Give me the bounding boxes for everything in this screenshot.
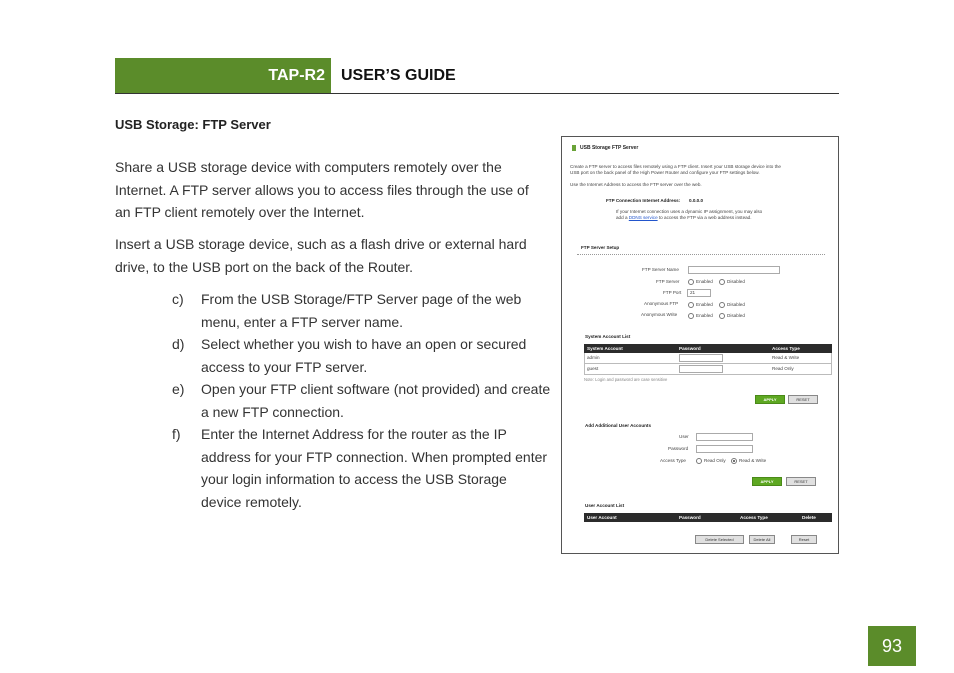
intro-line: Create a FTP server to access files remotely using a FTP client. Insert your USB storage device into the xyxy=(570,164,781,169)
delete-all-button[interactable]: Delete All xyxy=(749,535,775,544)
system-account-table-header xyxy=(584,344,832,353)
ftp-enabled-radio[interactable] xyxy=(688,279,694,285)
read-only-label: Read Only xyxy=(704,458,726,463)
add-accounts-title: Add Additional User Accounts xyxy=(585,423,652,428)
section-divider xyxy=(577,254,825,255)
user-account-list-title: User Account List xyxy=(585,503,625,508)
case-note: Note: Login and password are case sensitive xyxy=(584,377,668,382)
ftp-port-input[interactable] xyxy=(687,289,711,297)
reset-button[interactable]: RESET xyxy=(788,395,818,404)
user-account-table-header xyxy=(584,513,832,522)
disabled-label: Disabled xyxy=(727,313,745,318)
column-header: System Account xyxy=(587,346,623,351)
column-header: Access Type xyxy=(740,515,768,520)
admin-password-input[interactable] xyxy=(679,354,723,362)
account-name: admin xyxy=(587,355,600,360)
step-label: f) xyxy=(172,426,181,442)
title-marker-icon xyxy=(572,145,576,151)
apply-button[interactable]: APPLY xyxy=(755,395,785,404)
table-row xyxy=(584,364,832,375)
step-label: c) xyxy=(172,291,184,307)
read-write-radio[interactable] xyxy=(731,458,737,464)
intro-paragraph: Share a USB storage device with computers remotely over the Internet. A FTP server allows you to access files through the use of an FTP client remotely over the Internet. xyxy=(115,159,529,220)
ftp-server-label: FTP Server xyxy=(656,279,680,284)
guide-title: USER’S GUIDE xyxy=(341,67,456,84)
model-name: TAP-R2 xyxy=(268,67,325,84)
enabled-label: Enabled xyxy=(696,302,713,307)
column-header: Delete xyxy=(802,515,816,520)
page-number: 93 xyxy=(868,626,916,666)
access-type: Read Only xyxy=(772,366,794,371)
ddns-prefix: add a xyxy=(616,215,628,220)
anon-ftp-disabled-radio[interactable] xyxy=(719,302,725,308)
step-text: Select whether you wish to have an open or secured access to your FTP server. xyxy=(201,336,527,375)
ddns-note-line2 xyxy=(616,215,752,221)
column-header: Password xyxy=(679,346,701,351)
read-only-radio[interactable] xyxy=(696,458,702,464)
add-reset-button[interactable]: RESET xyxy=(786,477,816,486)
enabled-label: Enabled xyxy=(696,313,713,318)
ddns-note: If your Internet connection uses a dynamic IP assignment, you may also xyxy=(616,209,763,214)
ftp-port-value: 21 xyxy=(690,290,696,295)
user-input[interactable] xyxy=(696,433,753,441)
insert-paragraph: Insert a USB storage device, such as a flash drive or external hard drive, to the USB port on the back of the Router. xyxy=(115,236,527,275)
add-apply-button[interactable]: APPLY xyxy=(752,477,782,486)
column-header: Access Type xyxy=(772,346,800,351)
connection-address-label: FTP Connection Internet Address: xyxy=(606,198,681,203)
column-header: Password xyxy=(679,515,701,520)
user-label: User xyxy=(679,434,689,439)
anon-ftp-enabled-radio[interactable] xyxy=(688,302,694,308)
connection-address-value: 0.0.0.0 xyxy=(689,198,704,203)
ddns-suffix: to access the FTP via a web address instead. xyxy=(658,215,752,220)
ftp-server-screenshot xyxy=(561,136,839,554)
section-title: USB Storage: FTP Server xyxy=(115,117,271,132)
ftp-disabled-radio[interactable] xyxy=(719,279,725,285)
step-text: Enter the Internet Address for the router as the IP address for your FTP connection. When prompted enter your login information to access the USB Storage device remotely. xyxy=(201,426,548,510)
anon-write-disabled-radio[interactable] xyxy=(719,313,725,319)
ddns-service-link[interactable]: DDNS service xyxy=(628,215,658,220)
anonymous-write-label: Anonymous Write xyxy=(641,312,678,317)
table-reset-button[interactable]: Reset xyxy=(791,535,817,544)
delete-selected-button[interactable]: Delete Selected xyxy=(695,535,744,544)
intro-line: Use the Internet Address to access the FTP server over the web. xyxy=(570,182,702,187)
step-label: e) xyxy=(172,381,185,397)
anon-write-enabled-radio[interactable] xyxy=(688,313,694,319)
disabled-label: Disabled xyxy=(727,279,745,284)
column-header: User Account xyxy=(587,515,617,520)
server-name-label: FTP Server Name xyxy=(642,267,679,272)
step-text: Open your FTP client software (not provided) and create a new FTP connection. xyxy=(201,381,551,420)
password-label: Password xyxy=(668,446,689,451)
step-label: d) xyxy=(172,336,185,352)
header-rule xyxy=(115,93,839,94)
table-row xyxy=(584,353,832,364)
ftp-setup-title: FTP Server Setup xyxy=(581,245,620,250)
disabled-label: Disabled xyxy=(727,302,745,307)
server-name-input[interactable] xyxy=(688,266,780,274)
ftp-port-label: FTP Port xyxy=(663,290,682,295)
account-name: guest xyxy=(587,366,599,371)
access-type: Read & Write xyxy=(772,355,800,360)
intro-line: USB port on the back panel of the High Power Router and configure your FTP settings below. xyxy=(570,170,760,175)
system-account-list-title: System Account List xyxy=(585,334,631,339)
step-text: From the USB Storage/FTP Server page of the web menu, enter a FTP server name. xyxy=(201,291,522,330)
enabled-label: Enabled xyxy=(696,279,713,284)
guest-password-input[interactable] xyxy=(679,365,723,373)
anonymous-ftp-label: Anonymous FTP xyxy=(644,301,679,306)
password-input[interactable] xyxy=(696,445,753,453)
access-type-label: Access Type xyxy=(660,458,686,463)
ftp-page-title: USB Storage FTP Server xyxy=(580,145,639,151)
read-write-label: Read & Write xyxy=(739,458,767,463)
